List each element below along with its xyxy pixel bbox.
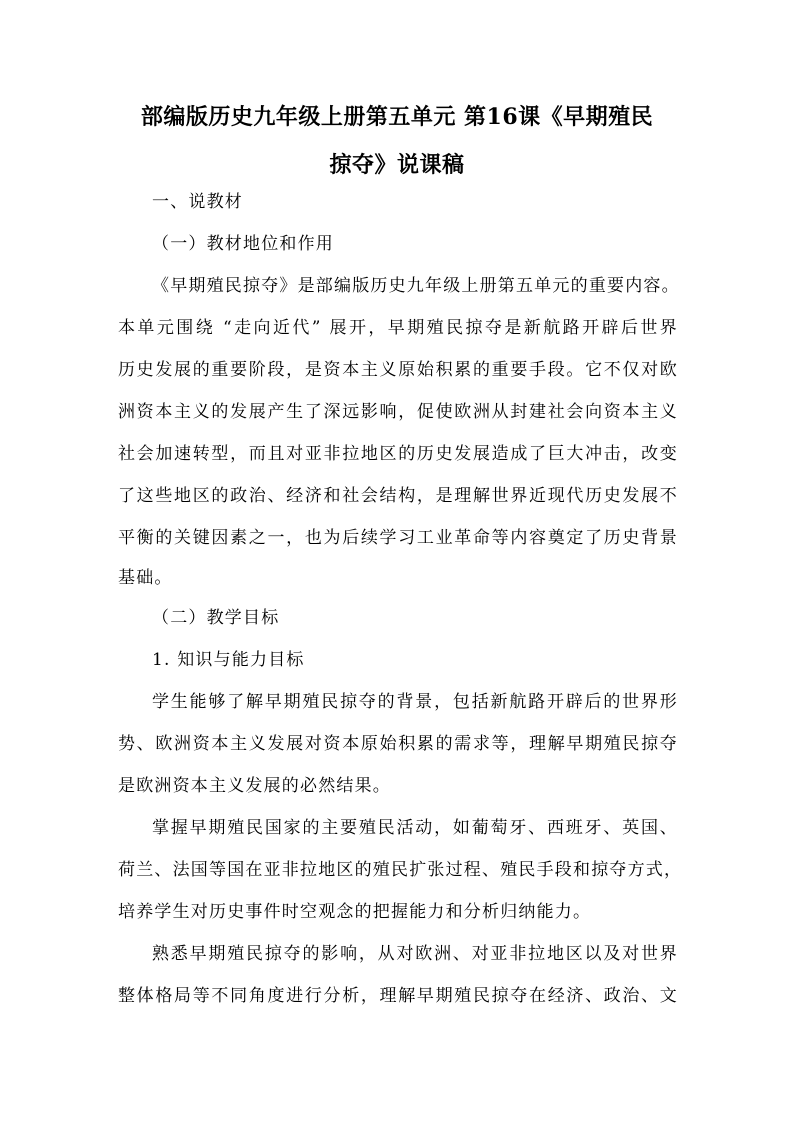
title-line-2: 掠夺》说课稿: [329, 152, 465, 178]
subsection-heading-1-1: （一）教材地位和作用: [152, 234, 334, 254]
paragraph-line: 势、欧洲资本主义发展对资本原始积累的需求等，理解早期殖民掠夺: [118, 734, 678, 754]
paragraph-line: 基础。: [118, 568, 173, 588]
paragraph-line: 平衡的关键因素之一，也为后续学习工业革命等内容奠定了历史背景: [118, 528, 678, 548]
document-title: [110, 93, 684, 189]
paragraph-line: 历史发展的重要阶段，是资本主义原始积累的重要手段。它不仅对欧: [118, 360, 678, 380]
paragraph-line: 是欧洲资本主义发展的必然结果。: [118, 776, 391, 796]
section-heading-1: 一、说教材: [152, 192, 243, 212]
paragraph-line: 掌握早期殖民国家的主要殖民活动，如葡萄牙、西班牙、英国、: [152, 818, 678, 838]
paragraph-line: 了这些地区的政治、经济和社会结构，是理解世界近现代历史发展不: [118, 486, 678, 506]
subsection-heading-1-2: （二）教学目标: [152, 608, 280, 628]
paragraph-line: 洲资本主义的发展产生了深远影响，促使欧洲从封建社会向资本主义: [118, 402, 678, 422]
paragraph-line: 培养学生对历史事件时空观念的把握能力和分析归纳能力。: [118, 902, 592, 922]
paragraph-line: 学生能够了解早期殖民掠夺的背景，包括新航路开辟后的世界形: [152, 692, 678, 712]
paragraph-line: 荷兰、法国等国在亚非拉地区的殖民扩张过程、殖民手段和掠夺方式，: [118, 860, 683, 880]
paragraph-line: 熟悉早期殖民掠夺的影响，从对欧洲、对亚非拉地区以及对世界: [152, 944, 678, 964]
title-line-1: 部编版历史九年级上册第五单元 第16课《早期殖民: [140, 104, 654, 130]
paragraph-line: 整体格局等不同角度进行分析，理解早期殖民掠夺在经济、政治、文: [118, 986, 678, 1006]
paragraph-line: 《早期殖民掠夺》是部编版历史九年级上册第五单元的重要内容。: [152, 276, 680, 296]
paragraph-line: 社会加速转型，而且对亚非拉地区的历史发展造成了巨大冲击，改变: [118, 444, 678, 464]
goal-heading-1: 1. 知识与能力目标: [152, 650, 305, 670]
paragraph-line: 本单元围绕 “走向近代” 展开，早期殖民掠夺是新航路开辟后世界: [118, 318, 678, 338]
